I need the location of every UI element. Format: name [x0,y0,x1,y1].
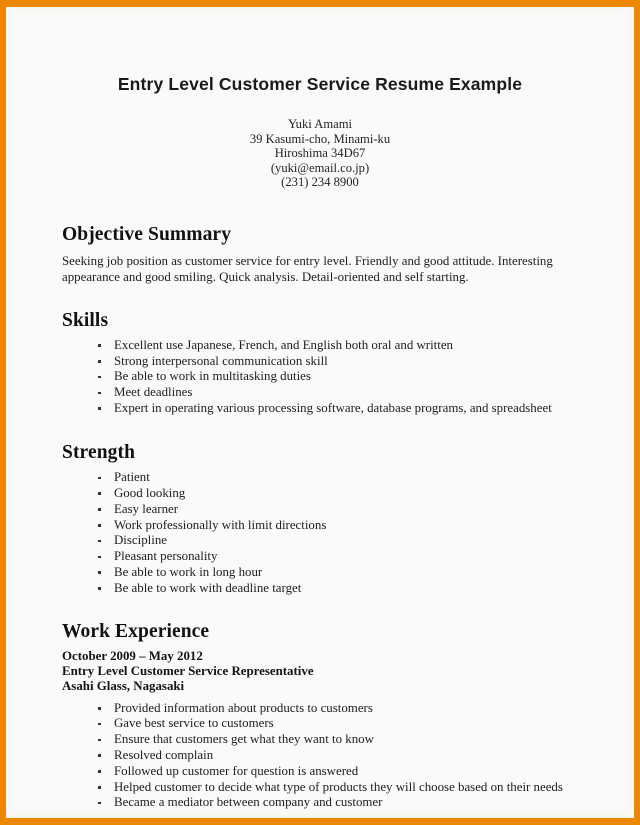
list-item: Easy learner [98,502,578,517]
section-heading-skills: Skills [62,309,109,331]
list-item: Resolved complain [98,748,578,763]
section-strength [62,442,578,596]
list-item: Be able to work in multitasking duties [98,369,578,384]
skills-list [62,338,578,416]
strength-list [62,470,578,596]
section-heading-work-experience: Work Experience [62,620,210,642]
list-item: Excellent use Japanese, French, and English both oral and written [98,338,578,353]
section-skills [62,310,578,416]
list-item: Followed up customer for question is answered [98,764,578,779]
section-work-experience [62,621,578,811]
list-item: Be able to work with deadline target [98,581,578,596]
list-item: Became a mediator between company and customer [98,795,578,810]
list-item: Provided information about products to customers [98,701,578,716]
list-item: Be able to work in long hour [98,565,578,580]
list-item: Meet deadlines [98,385,578,400]
contact-email: (yuki@email.co.jp) [270,160,370,175]
list-item: Helped customer to decide what type of products they will choose based on their needs [98,780,578,795]
job-role: Entry Level Customer Service Representative [62,664,314,679]
contact-address-line2: Hiroshima 34D67 [274,146,366,161]
list-item: Discipline [98,533,578,548]
list-item: Pleasant personality [98,549,578,564]
section-heading-objective-summary: Objective Summary [62,223,232,245]
document-title: Entry Level Customer Service Resume Example [117,74,523,94]
objective-summary-text: Seeking job position as customer service for entry level. Friendly and good attitude. Interesting appearance and good smiling. Quick analysis. Detail-oriented and self starting. [62,253,553,285]
job-entry [62,649,578,695]
list-item: Strong interpersonal communication skill [98,354,578,369]
contact-block [62,117,578,190]
list-item: Gave best service to customers [98,716,578,731]
list-item: Ensure that customers get what they want to know [98,732,578,747]
contact-name: Yuki Amami [287,117,353,131]
job-company: Asahi Glass, Nagasaki [62,679,185,694]
contact-address-line1: 39 Kasumi-cho, Minami-ku [249,131,391,146]
contact-phone: (231) 234 8900 [281,175,359,190]
section-heading-strength: Strength [62,442,136,464]
job-dates: October 2009 – May 2012 [62,648,203,663]
section-objective-summary [62,224,578,286]
list-item: Patient [98,470,578,485]
list-item: Work professionally with limit directions [98,518,578,533]
work-experience-list [62,701,578,811]
list-item: Good looking [98,486,578,501]
list-item: Expert in operating various processing software, database programs, and spreadsheet [98,401,578,416]
